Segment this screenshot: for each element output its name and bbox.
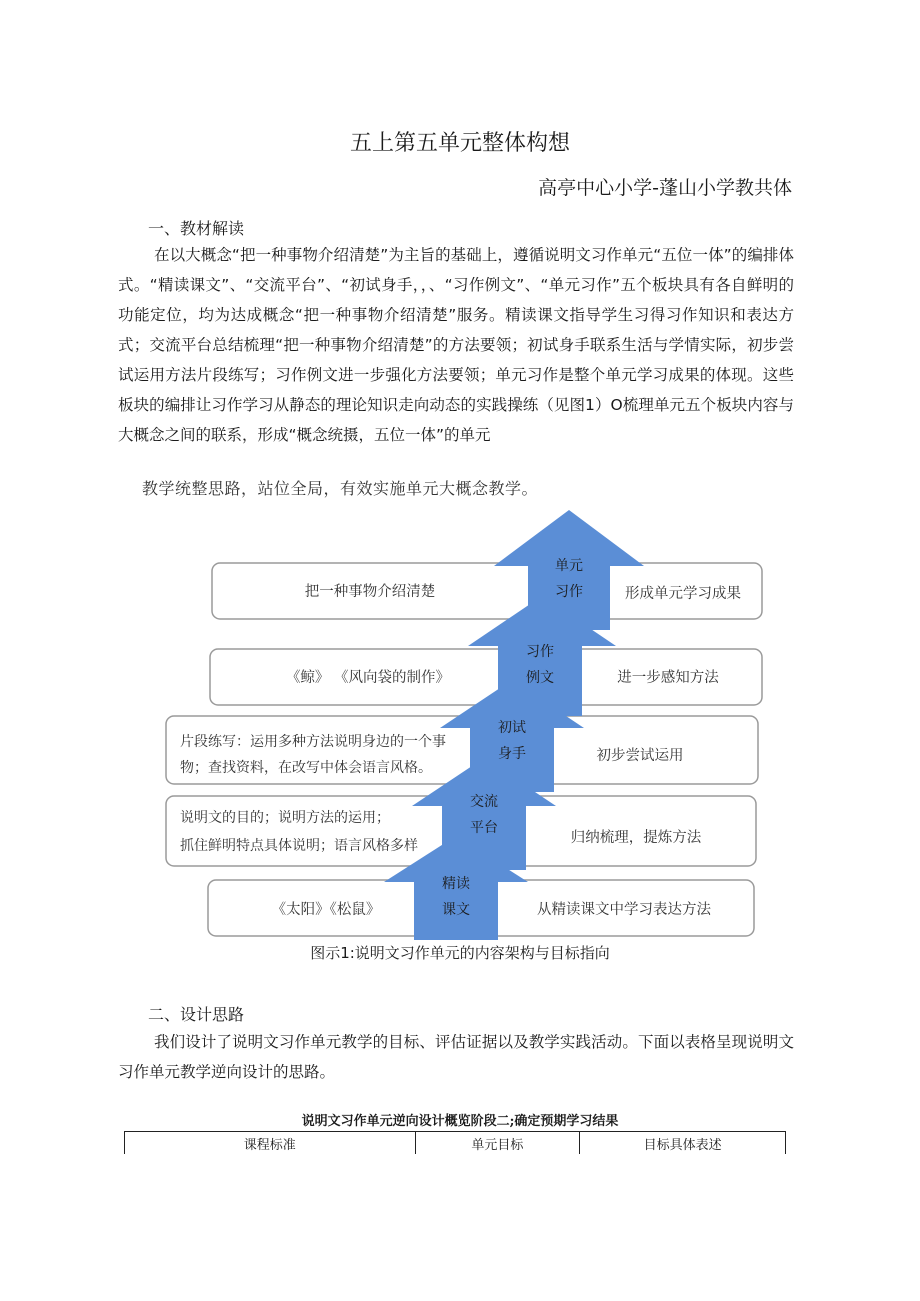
- header-unit-goal: 单元目标: [415, 1132, 580, 1155]
- arrow5-line2: 课文: [442, 902, 470, 918]
- row2-left-text: 《鲸》 《风向袋的制作》: [285, 670, 451, 686]
- table-title: 说明文习作单元逆向设计概览阶段二;确定预期学习结果: [301, 1114, 619, 1129]
- document-title: 五上第五单元整体构想: [349, 131, 570, 156]
- arrow4-line1: 交流: [470, 794, 498, 810]
- row2-right-text: 进一步感知方法: [617, 670, 719, 686]
- arrow5-line1: 精读: [442, 876, 470, 892]
- figure-caption: 图示1:说明文习作单元的内容架构与目标指向: [310, 944, 610, 962]
- arrow3-line2: 身手: [498, 746, 526, 762]
- design-table: [124, 1131, 786, 1154]
- arrow1-line2: 习作: [555, 584, 583, 600]
- row3-left-line2: 物；查找资料，在改写中体会语言风格。: [180, 760, 432, 776]
- section-heading-2: 二、设计思路: [148, 1005, 245, 1024]
- row4-left-line2: 抓住鲜明特点具体说明；语言风格多样: [180, 838, 418, 854]
- section-heading-1: 一、教材解读: [148, 219, 245, 238]
- row3-left-line1: 片段练写：运用多种方法说明身边的一个事: [180, 734, 446, 750]
- section-1-text: 在以大概念“把一种事物介绍清楚”为主旨的基础上，遵循说明文习作单元“五位一体”的编排体式。“精读课文”、“交流平台”、“初试身手，，、“习作例文”、“单元习作”五个板块具有各自鲜明的功能定位，均为达成概念“把一种事物介绍清楚”服务。精读课文指导学生习得习作知识和表达方式；交流平台总结梳理“把一种事物介绍清楚”的方法要领；初试身手联系生活与学情实际，初步尝试运用方法片段练写；习作例文进一步强化方法要领；单元习作是整个单元学习成果的体现。这些板块的编排让习作学习从静态的理论知识走向动态的实践操练（见图1）O梳理单元五个板块内容与大概念之间的联系，形成“概念统摄，五位一体”的单元: [118, 246, 794, 444]
- arrow3-line1: 初试: [498, 720, 526, 736]
- arrow2-line2: 例文: [526, 670, 554, 686]
- row3-right-text: 初步尝试运用: [596, 748, 684, 764]
- row5-right-text: 从精读课文中学习表达方法: [537, 902, 711, 918]
- header-curriculum-standard: 课程标准: [125, 1132, 416, 1155]
- row1-left-text: 把一种事物介绍清楚: [304, 584, 436, 600]
- document-subtitle: 高亭中心小学-蓬山小学教共体: [538, 177, 792, 199]
- header-goal-description: 目标具体表述: [580, 1132, 786, 1155]
- row4-left-line1: 说明文的目的；说明方法的运用；: [180, 810, 390, 826]
- arrow2-line1: 习作: [526, 644, 554, 660]
- row4-right-text: 归纳梳理，提炼方法: [570, 830, 702, 846]
- arrow4-line2: 平台: [470, 820, 498, 836]
- arrow1-line1: 单元: [555, 558, 583, 574]
- section-2-paragraph: [118, 1027, 794, 1087]
- table-header-row: [125, 1132, 786, 1155]
- row5-left-text: 《太阳》《松鼠》: [271, 902, 381, 918]
- figure-lead-text: 教学统整思路，站位全局，有效实施单元大概念教学。: [142, 479, 539, 498]
- section-2-text: 我们设计了说明文习作单元教学的目标、评估证据以及教学实践活动。下面以表格呈现说明文习作单元教学逆向设计的思路。: [118, 1033, 794, 1081]
- row1-right-text: 形成单元学习成果: [625, 586, 741, 602]
